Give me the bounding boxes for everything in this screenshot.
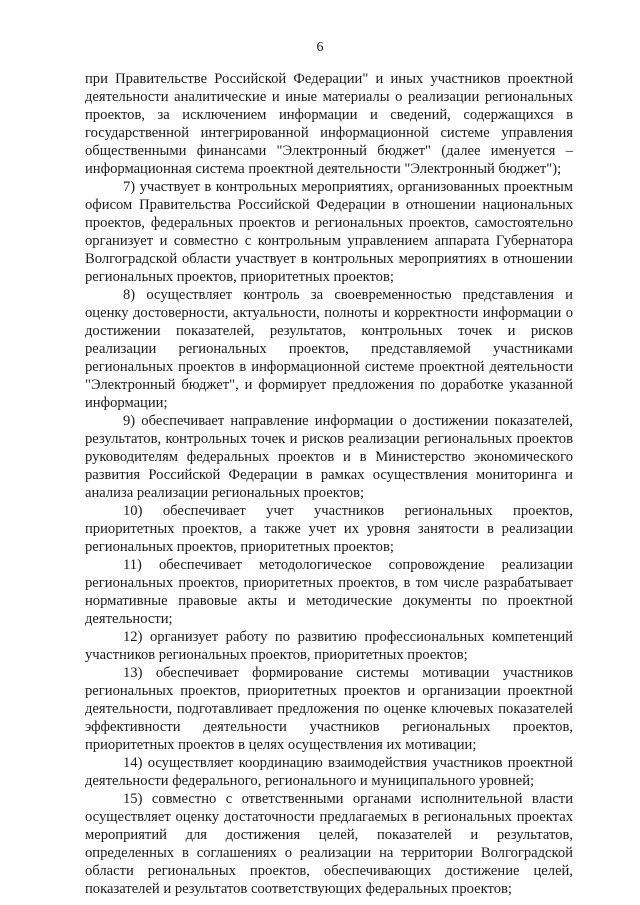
paragraph-item-8: 8) осуществляет контроль за своевременностью представления и оценку достоверности, актуальности, полноты и корректности информации о достижении показателей, результатов, контрольных точек и рисков реализации региональных проектов, представляемой участниками региональных проектов в информационной системе проектной деятельности "Электронный бюджет", и формирует предложения по доработке указанной информации; — [85, 287, 573, 411]
paragraph-item-9: 9) обеспечивает направление информации о достижении показателей, результатов, контрольных точек и рисков реализации региональных проектов руководителям федеральных проектов и в Министерство экономического развития Российской Федерации в рамках осуществления мониторинга и анализа реализации региональных проектов; — [85, 413, 573, 501]
page-number: 6 — [316, 40, 324, 55]
document-body — [85, 70, 573, 898]
paragraph-item-15: 15) совместно с ответственными органами исполнительной власти осуществляет оценку достаточности предлагаемых в региональных проектах мероприятий для достижения целей, показателей и результатов, определенных в соглашениях о реализации на территории Волгоградской области региональных проектов, обеспечивающих достижение целей, показателей и результатов соответствующих федеральных проектов; — [85, 791, 573, 897]
paragraph-item-11: 11) обеспечивает методологическое сопровождение реализации региональных проектов, приоритетных проектов, в том числе разрабатывает нормативные правовые акты и методические документы по проектной деятельности; — [85, 557, 573, 627]
paragraph-item-13: 13) обеспечивает формирование системы мотивации участников региональных проектов, приоритетных проектов и организации проектной деятельности, подготавливает предложения по оценке ключевых показателей эффективности деятельности участников региональных проектов, приоритетных проектов в целях осуществления их мотивации; — [85, 665, 573, 753]
paragraph-item-14: 14) осуществляет координацию взаимодействия участников проектной деятельности федерального, регионального и муниципального уровней; — [85, 755, 573, 789]
paragraph-continuation: при Правительстве Российской Федерации" и иных участников проектной деятельности аналитические и иные материалы о реализации региональных проектов, за исключением информации и сведений, содержащихся в государственной интегрированной информационной системе управления общественными финансами "Электронный бюджет" (далее именуется – информационная система проектной деятельности "Электронный бюджет"); — [85, 71, 573, 177]
paragraph-item-7: 7) участвует в контрольных мероприятиях, организованных проектным офисом Правительства Российской Федерации в отношении национальных проектов, федеральных проектов и региональных проектов, самостоятельно организует и совместно с контрольным управлением аппарата Губернатора Волгоградской области участвует в контрольных мероприятиях в отношении региональных проектов, приоритетных проектов; — [85, 179, 573, 285]
paragraph-item-12: 12) организует работу по развитию профессиональных компетенций участников региональных проектов, приоритетных проектов; — [85, 629, 573, 663]
paragraph-item-10: 10) обеспечивает учет участников региональных проектов, приоритетных проектов, а также учет их уровня занятости в реализации региональных проектов, приоритетных проектов; — [85, 503, 573, 555]
